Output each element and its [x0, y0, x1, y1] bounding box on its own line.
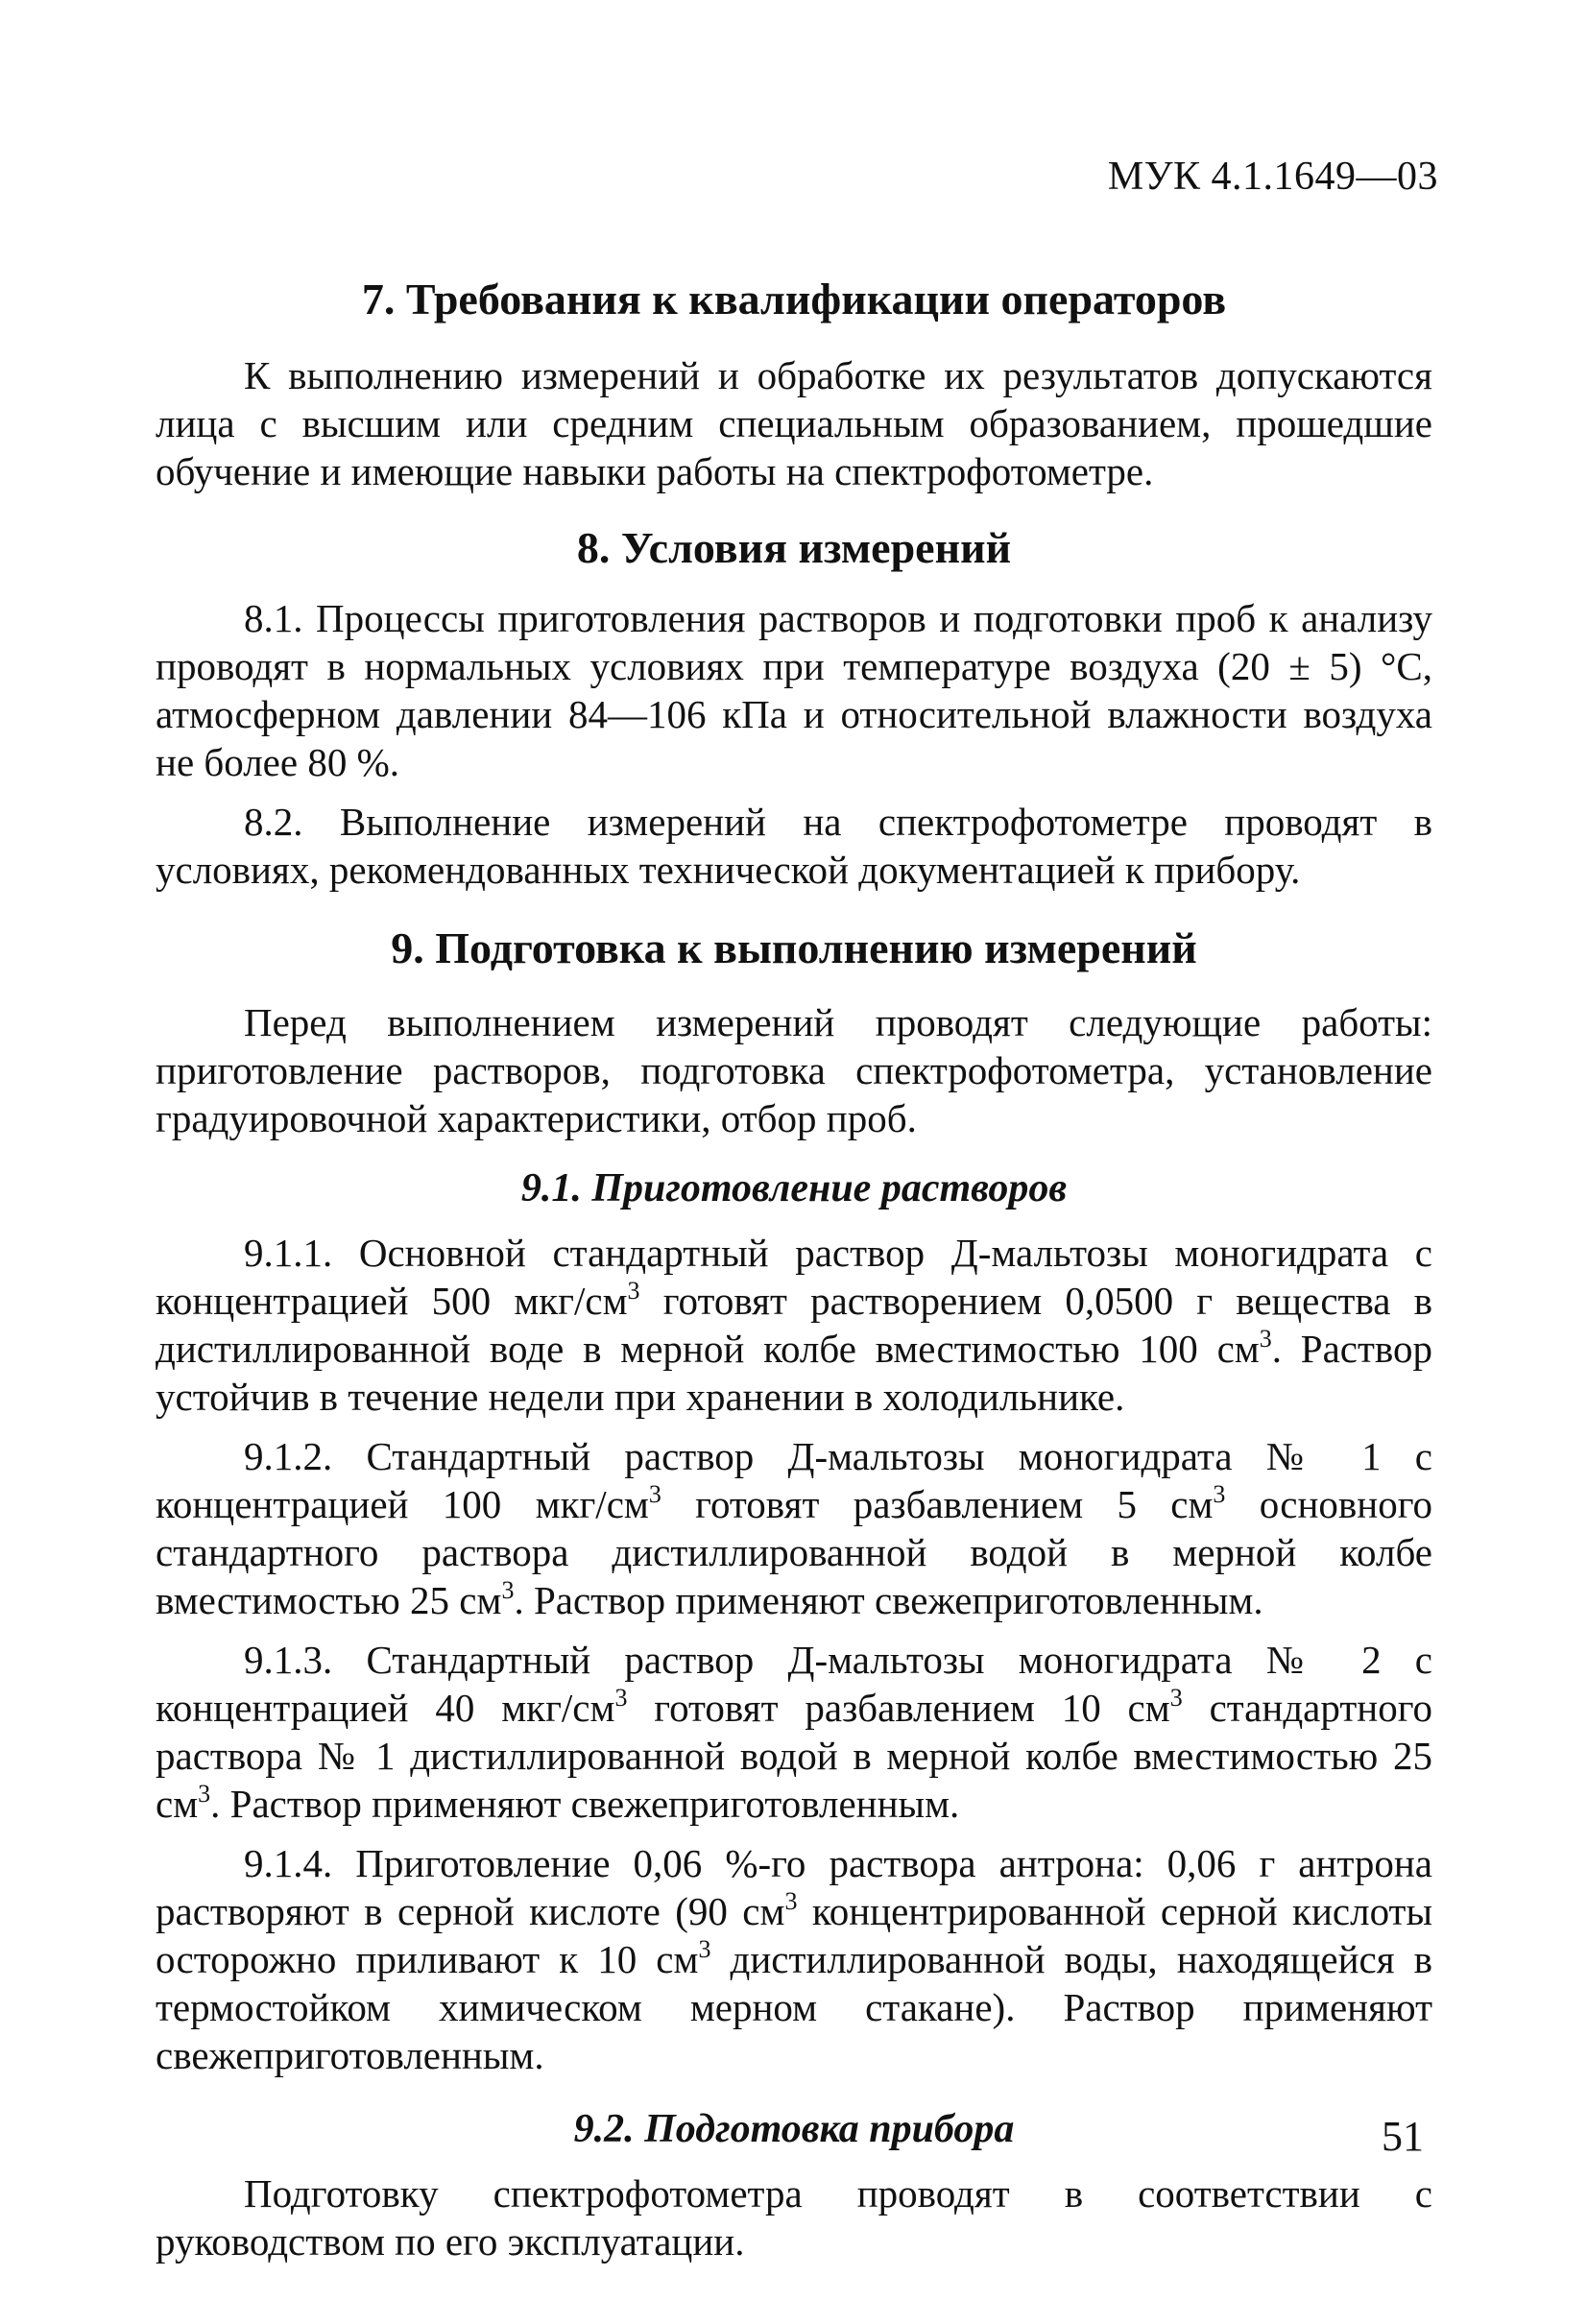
subsection-9-1-heading: 9.1. Приготовление растворов: [520, 1166, 1068, 1210]
superscript-3: 3: [1169, 1684, 1183, 1712]
subsection-9-2-heading: 9.2. Подготовка прибора: [573, 2107, 1015, 2151]
section-8-heading: 8. Условия измерений: [576, 523, 1012, 572]
paragraph-9-1-3-text-c: стандартного раствора № 1 дистиллированной водой в мерной колбе вместимостью 25 см: [156, 1686, 1432, 1826]
paragraph-9-1-3-text-a: 9.1.3. Стандартный раствор Д-мальтозы моногидрата № 2 с концентрацией 40 мкг/см: [156, 1638, 1432, 1730]
superscript-3: 3: [614, 1684, 628, 1712]
superscript-3: 3: [698, 1935, 711, 1963]
section-7-paragraph: К выполнению измерений и обработке их результатов допускаются лица с высшим или средним специальным образованием, прошедшие обучение и имеющие навыки работы на спектрофотометре.: [156, 353, 1432, 493]
paragraph-9-1-2-text-c: основного стандартного раствора дистиллированной водой в мерной колбе вместимостью 25 см: [156, 1482, 1432, 1622]
paragraph-8-2: 8.2. Выполнение измерений на спектрофотометре проводят в условиях, рекомендованных технической документацией к прибору.: [156, 800, 1432, 892]
paragraph-9-2: Подготовку спектрофотометра проводят в соответствии с руководством по его эксплуатации.: [156, 2171, 1432, 2264]
document-code: МУК 4.1.1649—03: [1107, 155, 1438, 199]
superscript-3: 3: [198, 1780, 211, 1808]
paragraph-9-1-3: [156, 1636, 1432, 1828]
paragraph-9-1-4-text-b: концентрированной серной кислоты осторожно приливают к 10 см: [156, 1889, 1433, 1981]
paragraph-9-1-4-text-c: дистиллированной воды, находящейся в термостойком химическом мерном стакане). Раствор применяют свежеприготовленным.: [156, 1937, 1433, 2077]
paragraph-9-1-1-text-b: готовят растворением 0,0500 г вещества в дистиллированной воде в мерной колбе вместимостью 100 см: [156, 1279, 1432, 1371]
page-body: [156, 274, 1432, 2265]
paragraph-9-1-1: [156, 1229, 1432, 1421]
paragraph-8-1: 8.1. Процессы приготовления растворов и подготовки проб к анализу проводят в нормальных условиях при температуре воздуха (20 ± 5) °С, атмосферном давлении 84—106 кПа и относительной влажности воздуха не более 80 %.: [156, 596, 1432, 784]
superscript-3: 3: [1259, 1325, 1272, 1353]
paragraph-9-1-4: [156, 1839, 1432, 2079]
paragraph-9-1-2-text-b: готовят разбавлением 5 см: [661, 1482, 1214, 1526]
paragraph-9-1-1-text-a: 9.1.1. Основной стандартный раствор Д-мальтозы моногидрата с концентрацией 500 мкг/см: [156, 1231, 1432, 1323]
page-number: 51: [1382, 2113, 1424, 2160]
superscript-3: 3: [501, 1576, 515, 1604]
paragraph-9-1-2-text-d: . Раствор применяют свежеприготовленным.: [514, 1578, 1263, 1622]
superscript-3: 3: [1213, 1480, 1226, 1508]
section-9-heading: 9. Подготовка к выполнению измерений: [391, 923, 1197, 972]
superscript-3: 3: [648, 1480, 661, 1508]
paragraph-9-1-4-text-a: 9.1.4. Приготовление 0,06 %-го раствора антрона: 0,06 г антрона растворяют в серной кислоте (90 см: [156, 1841, 1432, 1933]
paragraph-9-1-2-text-a: 9.1.2. Стандартный раствор Д-мальтозы моногидрата № 1 с концентрацией 100 мкг/см: [156, 1434, 1432, 1526]
section-9-intro: Перед выполнением измерений проводят следующие работы: приготовление растворов, подготовка спектрофотометра, установление градуировочной характеристики, отбор проб.: [156, 1000, 1432, 1140]
superscript-3: 3: [784, 1887, 798, 1915]
paragraph-9-1-3-text-b: готовят разбавлением 10 см: [627, 1686, 1170, 1730]
paragraph-9-1-1-text-c: . Раствор устойчив в течение недели при хранении в холодильнике.: [156, 1327, 1432, 1419]
paragraph-9-1-2: [156, 1432, 1432, 1624]
section-7-heading: 7. Требования к квалификации операторов: [361, 275, 1227, 323]
paragraph-9-1-3-text-d: . Раствор применяют свежеприготовленным.: [210, 1782, 960, 1826]
superscript-3: 3: [627, 1277, 640, 1305]
